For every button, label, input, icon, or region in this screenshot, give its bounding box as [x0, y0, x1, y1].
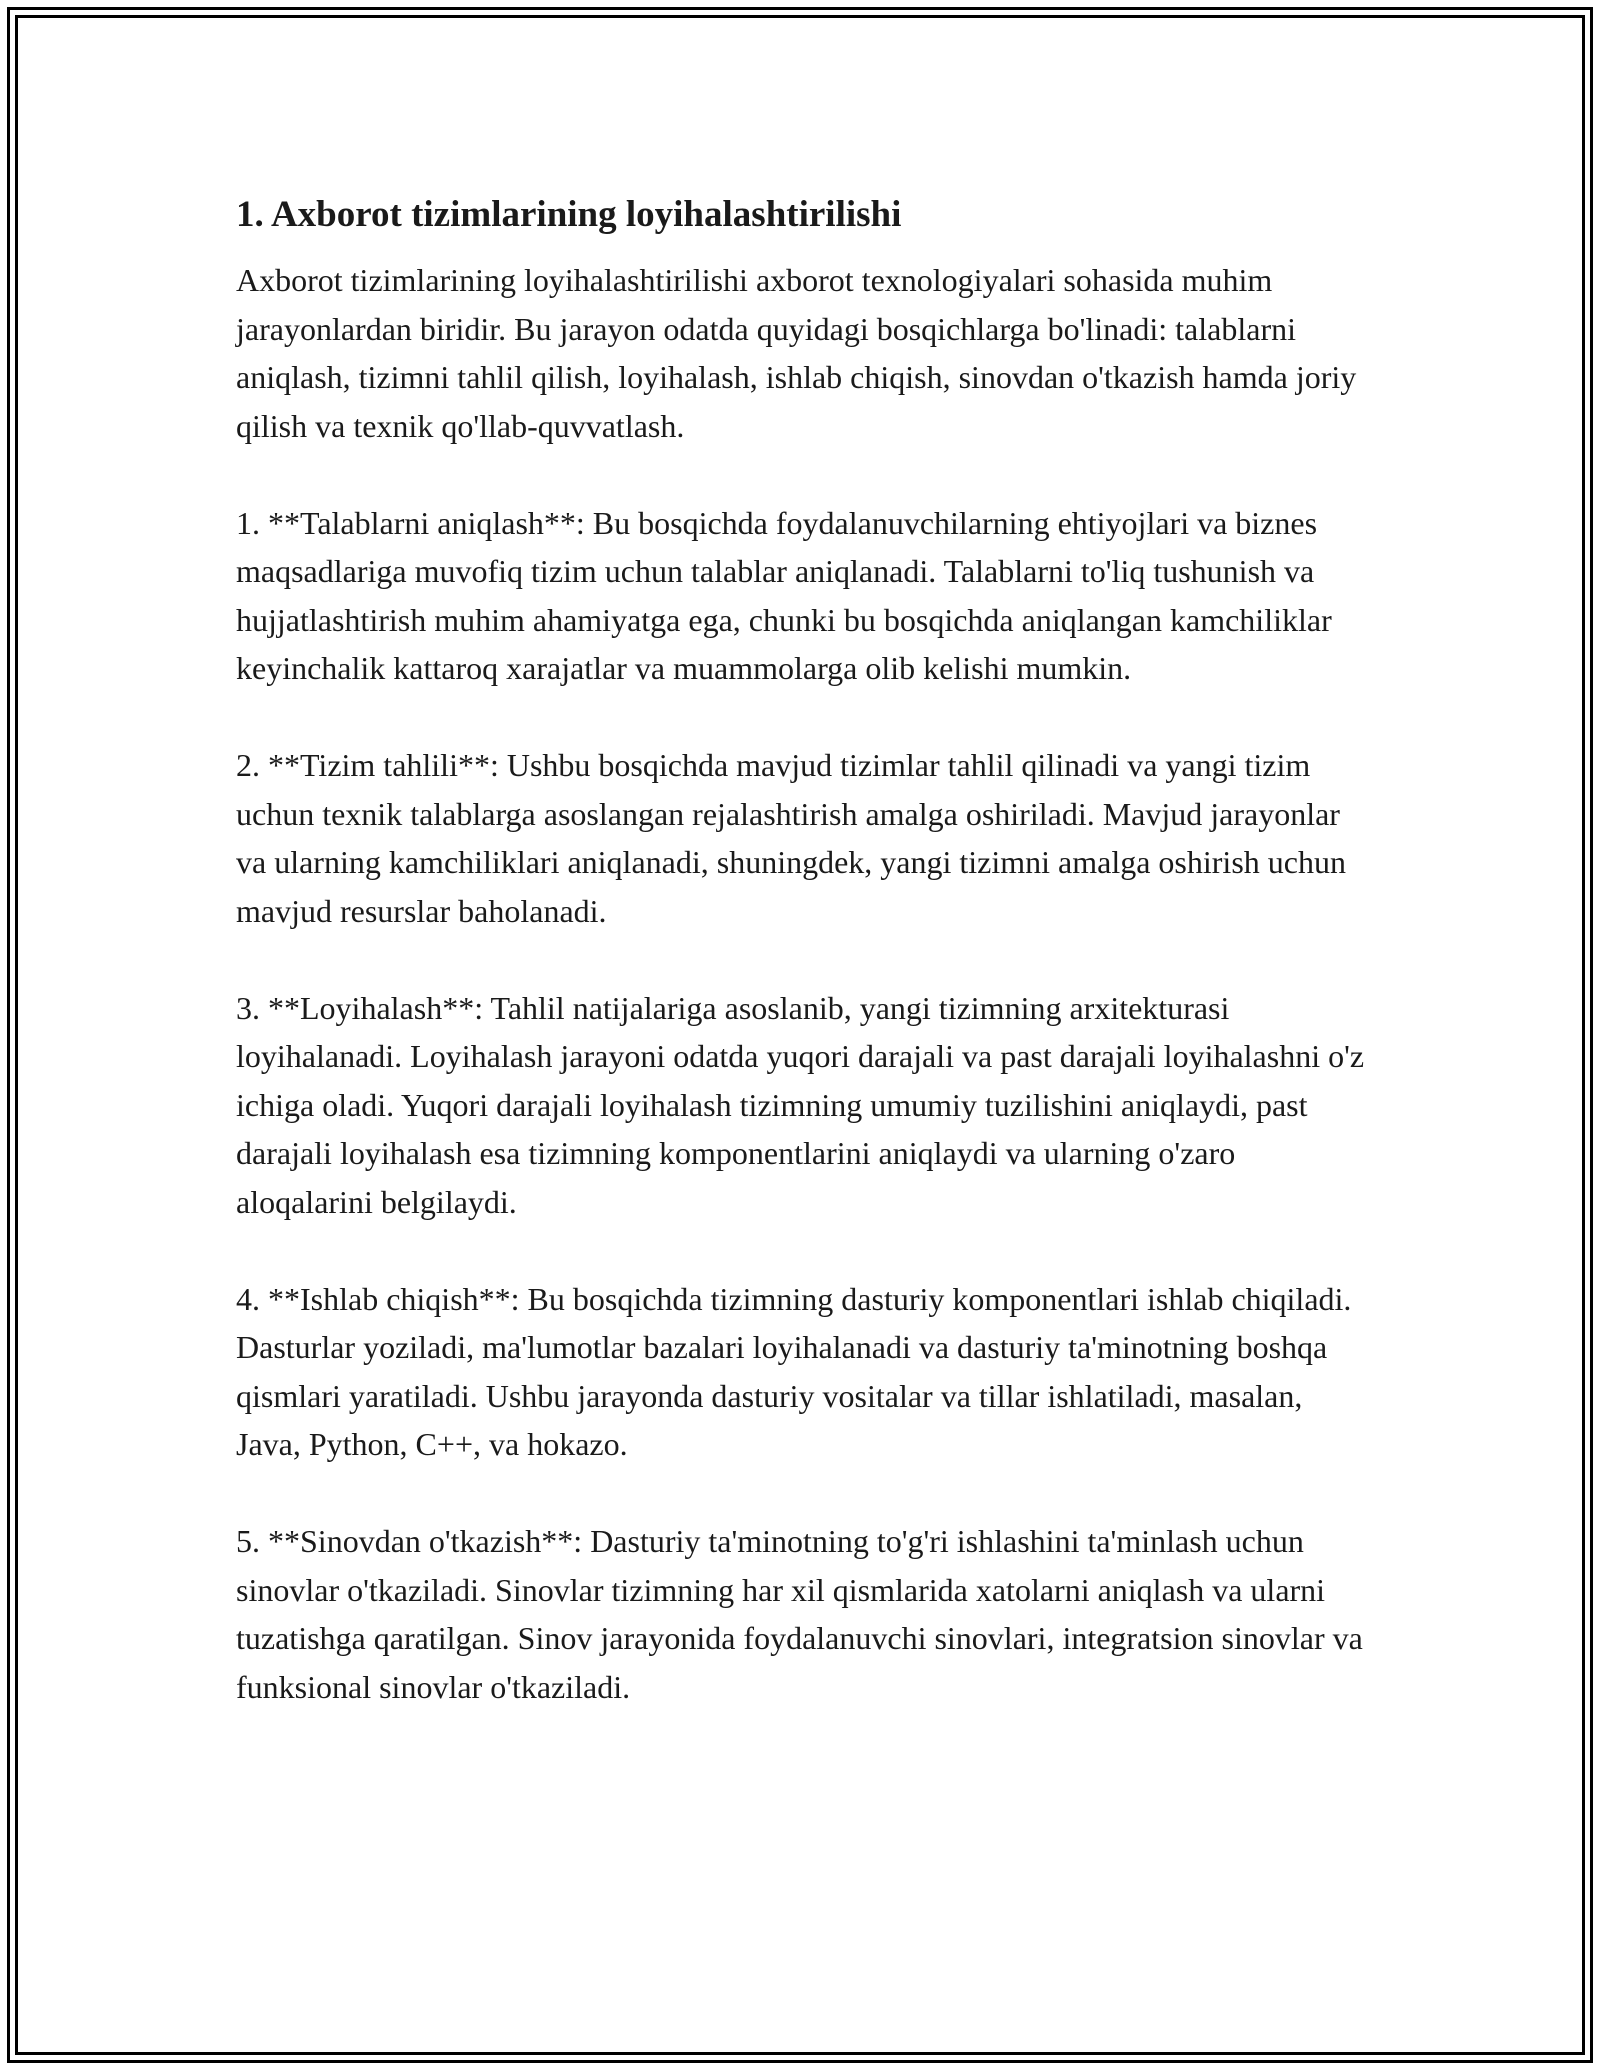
paragraph-development: 4. **Ishlab chiqish**: Bu bosqichda tizimning dasturiy komponentlari ishlab chiqiladi. Dasturlar yoziladi, ma'lumotlar bazalari loyihalanadi va dasturiy ta'minotning boshqa qismlari yaratiladi. Ushbu jarayonda dasturiy vositalar va tillar ishlatiladi, masalan, Java, Python, C++, va hokazo. [236, 1280, 1352, 1462]
document-title: 1. Axborot tizimlarining loyihalashtirilishi [236, 194, 902, 235]
paragraph-intro: Axborot tizimlarining loyihalashtirilishi axborot texnologiyalari sohasida muhim jarayonlardan biridir. Bu jarayon odatda quyidagi bosqichlarga bo'linadi: talablarni aniqlash, tizimni tahlil qilish, loyihalash, ishlab chiqish, sinovdan o'tkazish hamda joriy qilish va texnik qo'llab-quvvatlash. [236, 262, 1357, 444]
paragraph-design: 3. **Loyihalash**: Tahlil natijalariga asoslanib, yangi tizimning arxitekturasi loyihalanadi. Loyihalash jarayoni odatda yuqori darajali va past darajali loyihalashni o'z ichiga oladi. Yuqori darajali loyihalash tizimning umumiy tuzilishini aniqlaydi, past darajali loyihalash esa tizimning komponentlarini aniqlaydi va ularning o'zaro aloqalarini belgilaydi. [236, 989, 1365, 1220]
paragraph-system-analysis: 2. **Tizim tahlili**: Ushbu bosqichda mavjud tizimlar tahlil qilinadi va yangi tizim uchun texnik talablarga asoslangan rejalashtirish amalga oshiriladi. Mavjud jarayonlar va ularning kamchiliklari aniqlanadi, shuningdek, yangi tizimni amalga oshirish uchun mavjud resurslar baholanadi. [236, 747, 1346, 929]
paragraph-testing: 5. **Sinovdan o'tkazish**: Dasturiy ta'minotning to'g'ri ishlashini ta'minlash uchun sinovlar o'tkaziladi. Sinovlar tizimning har xil qismlarida xatolarni aniqlash va ularni tuzatishga qaratilgan. Sinov jarayonida foydalanuvchi sinovlari, integratsion sinovlar va funksional sinovlar o'tkaziladi. [236, 1523, 1363, 1705]
document-body [236, 186, 1366, 1760]
paragraph-requirements: 1. **Talablarni aniqlash**: Bu bosqichda foydalanuvchilarning ehtiyojlari va biznes maqsadlariga muvofiq tizim uchun talablar aniqlanadi. Talablarni to'liq tushunish va hujjatlashtirish muhim ahamiyatga ega, chunki bu bosqichda aniqlangan kamchiliklar keyinchalik kattaroq xarajatlar va muammolarga olib kelishi mumkin. [236, 504, 1332, 686]
